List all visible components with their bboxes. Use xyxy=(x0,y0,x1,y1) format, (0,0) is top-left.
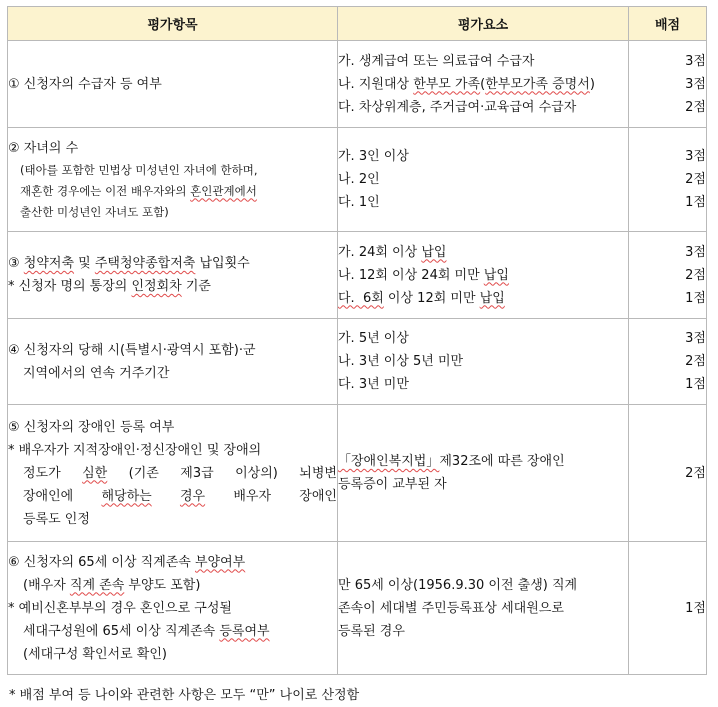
item-text: 정도가 심한 (기존 제3급 이상의) 뇌병변 xyxy=(23,465,337,481)
element-text: 등록된 경우 xyxy=(338,623,405,639)
item-text: ② 자녀의 수 xyxy=(8,140,79,156)
points-text: 3점 xyxy=(685,53,706,69)
element-text: 나. 12회 이상 24회 미만 납입 xyxy=(338,267,509,283)
element-text: 나. 3년 이상 5년 미만 xyxy=(338,354,464,369)
points-cell xyxy=(629,232,707,319)
item-text: ④ 신청자의 당해 시(특별시·광역시 포함)·군 xyxy=(8,342,256,358)
item-text: (배우자 직계 존속 부양도 포함) xyxy=(23,577,201,593)
points-cell xyxy=(629,319,707,405)
item-text: 등록도 인정 xyxy=(23,511,90,527)
element-cell xyxy=(338,319,629,405)
item-text: ⑤ 신청자의 장애인 등록 여부 xyxy=(8,419,175,435)
header-row xyxy=(8,7,707,41)
table-row xyxy=(8,232,707,319)
points-text: 2점 xyxy=(685,354,706,369)
table-row xyxy=(8,542,707,675)
item-cell xyxy=(8,41,338,128)
item-text: ⑥ 신청자의 65세 이상 직계존속 부양여부 xyxy=(8,554,246,570)
element-text: 존속이 세대별 주민등록표상 세대원으로 xyxy=(338,600,564,616)
points-text: 1점 xyxy=(685,600,706,616)
element-text: 가. 5년 이상 xyxy=(338,331,409,346)
element-text: 나. 지원대상 한부모 가족(한부모가족 증명서) xyxy=(338,76,595,92)
item-text: ① 신청자의 수급자 등 여부 xyxy=(8,76,162,92)
points-text: 2점 xyxy=(685,172,706,187)
points-cell xyxy=(629,405,707,542)
item-text: (세대구성 확인서로 확인) xyxy=(23,646,167,662)
element-text: 다. 차상위계층, 주거급여·교육급여 수급자 xyxy=(338,99,577,115)
scoring-table xyxy=(7,6,707,675)
item-cell xyxy=(8,405,338,542)
item-text: 세대구성원에 65세 이상 직계존속 등록여부 xyxy=(23,623,270,639)
points-cell xyxy=(629,128,707,232)
points-text: 3점 xyxy=(685,244,706,260)
element-cell xyxy=(338,542,629,675)
header-points: 배점 xyxy=(629,7,707,41)
points-cell xyxy=(629,542,707,675)
element-cell xyxy=(338,41,629,128)
item-cell xyxy=(8,542,338,675)
table-row xyxy=(8,41,707,128)
table-row xyxy=(8,405,707,542)
item-note: 재혼한 경우에는 이전 배우자와의 혼인관계에서 xyxy=(20,183,257,198)
element-text: 가. 생계급여 또는 의료급여 수급자 xyxy=(338,53,535,69)
points-text: 3점 xyxy=(685,149,706,164)
points-text: 1점 xyxy=(685,195,706,210)
points-text: 2점 xyxy=(685,267,706,283)
element-text: 다. 6회 이상 12회 미만 납입 xyxy=(338,290,505,306)
element-text: 만 65세 이상(1956.9.30 이전 출생) 직계 xyxy=(338,577,578,593)
points-text: 2점 xyxy=(685,465,706,481)
item-text: * 신청자 명의 통장의 인정회차 기준 xyxy=(8,279,211,294)
item-note: 출산한 미성년인 자녀도 포함) xyxy=(20,204,169,219)
footnote: * 배점 부여 등 나이와 관련한 사항은 모두 “만” 나이로 산정함 xyxy=(9,688,360,703)
item-text: 장애인에 해당하는 경우 배우자 장애인 xyxy=(23,488,337,504)
element-cell xyxy=(338,405,629,542)
element-text: 「장애인복지법」제32조에 따른 장애인 xyxy=(338,454,565,469)
header-element: 평가요소 xyxy=(338,7,629,41)
table-row xyxy=(8,319,707,405)
element-text: 나. 2인 xyxy=(338,172,380,187)
points-text: 1점 xyxy=(685,290,706,306)
element-cell xyxy=(338,128,629,232)
element-text: 다. 1인 xyxy=(338,195,380,210)
item-cell xyxy=(8,319,338,405)
points-text: 1점 xyxy=(685,377,706,392)
item-text: * 예비신혼부부의 경우 혼인으로 구성될 xyxy=(8,600,232,616)
item-cell xyxy=(8,128,338,232)
points-cell xyxy=(629,41,707,128)
points-text: 3점 xyxy=(685,76,706,92)
header-item: 평가항목 xyxy=(8,7,338,41)
item-text: * 배우자가 지적장애인·정신장애인 및 장애의 xyxy=(8,442,262,458)
element-text: 다. 3년 미만 xyxy=(338,377,409,392)
points-text: 3점 xyxy=(685,331,706,346)
element-cell xyxy=(338,232,629,319)
item-text: ③ 청약저축 및 주택청약종합저축 납입횟수 xyxy=(8,256,250,271)
element-text: 가. 3인 이상 xyxy=(338,149,409,164)
table-row xyxy=(8,128,707,232)
points-text: 2점 xyxy=(685,99,706,115)
item-cell xyxy=(8,232,338,319)
element-text: 가. 24회 이상 납입 xyxy=(338,244,447,260)
item-text: 지역에서의 연속 거주기간 xyxy=(23,365,170,381)
element-text: 등록증이 교부된 자 xyxy=(338,477,447,492)
item-note: (태아를 포함한 민법상 미성년인 자녀에 한하며, xyxy=(20,162,258,177)
